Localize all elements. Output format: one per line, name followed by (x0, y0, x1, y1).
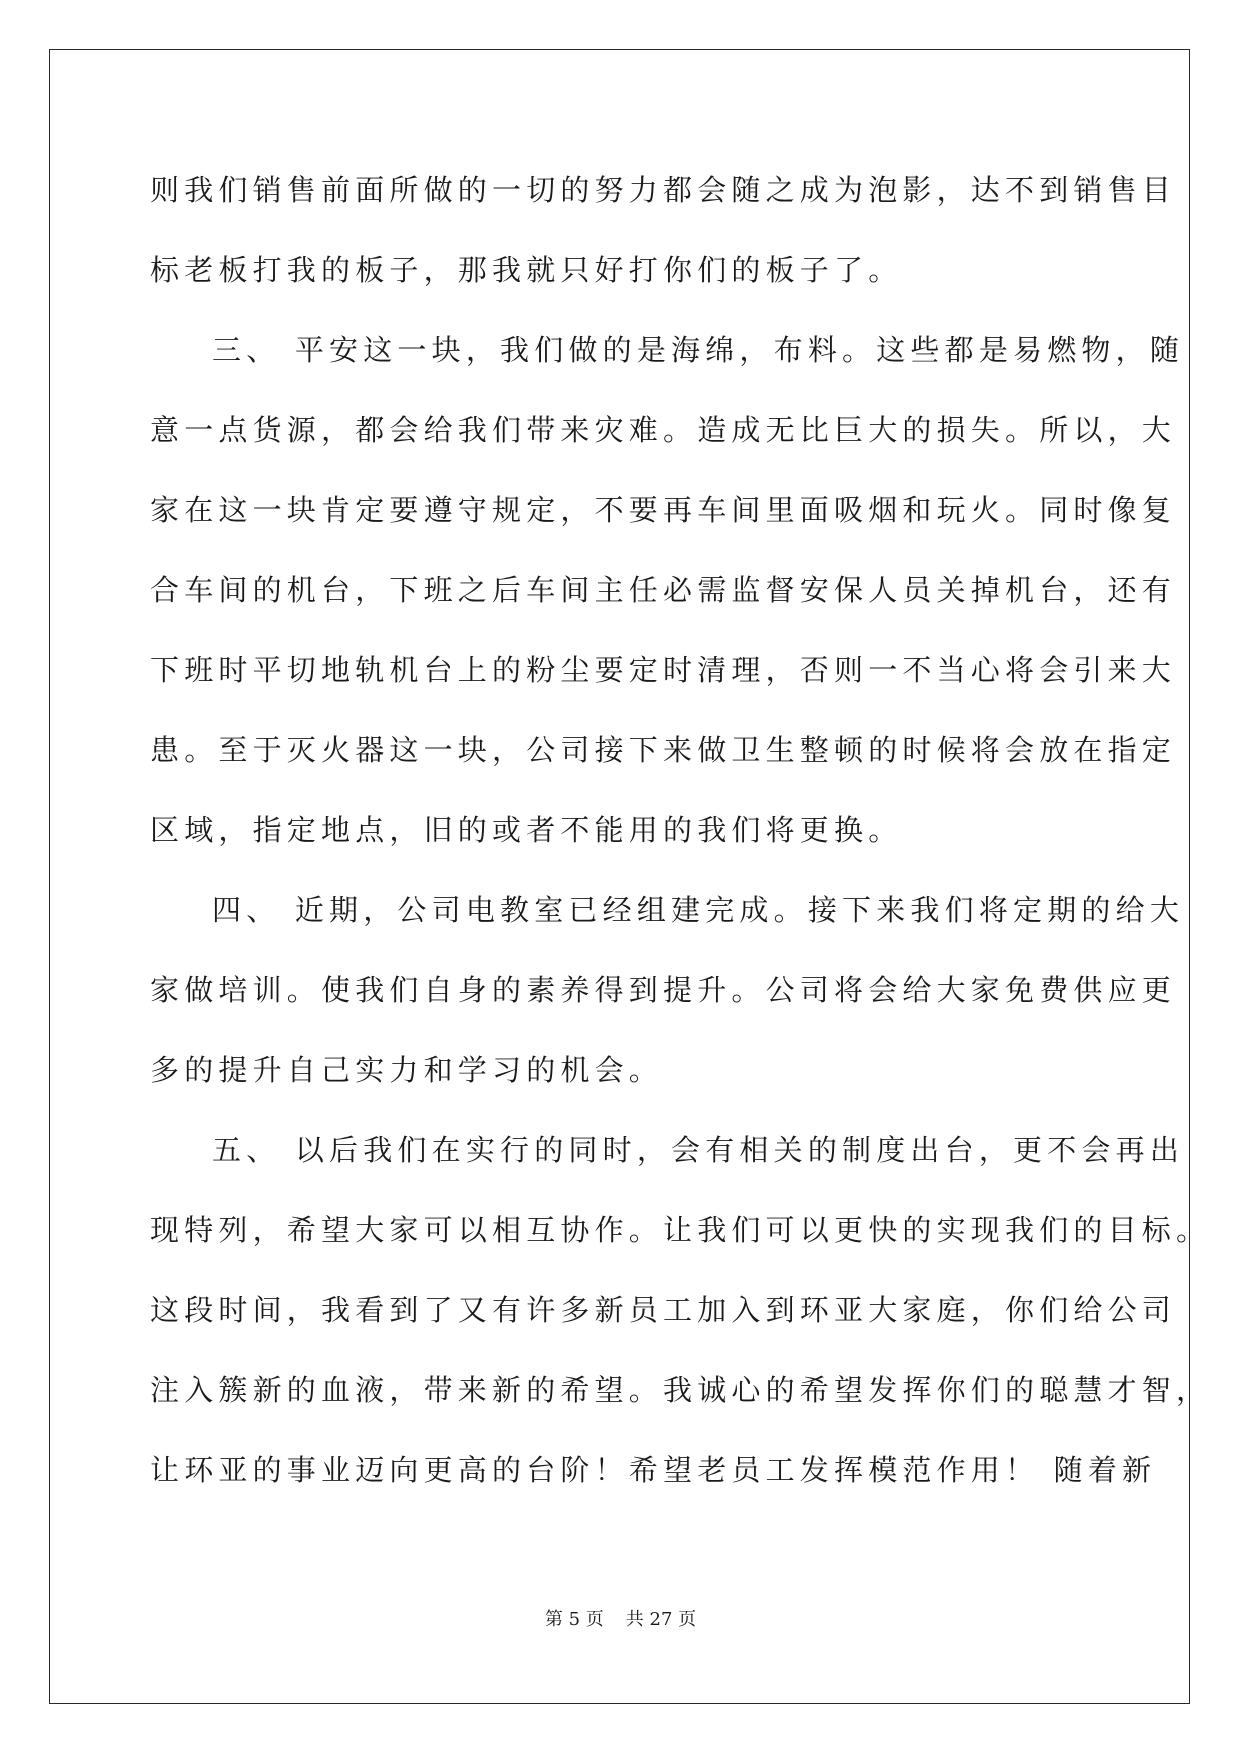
text-line-16: 注入簇新的血液，带来新的希望。我诚心的希望发挥你们的聪慧才智， (150, 1373, 1211, 1407)
text-line-10: 四、 近期，公司电教室已经组建完成。接下来我们将定期的给大 (212, 893, 1185, 927)
text-line-14: 现特列，希望大家可以相互协作。让我们可以更快的实现我们的目标。 (150, 1213, 1211, 1247)
text-line-9: 区域，指定地点，旧的或者不能用的我们将更换。 (150, 813, 903, 847)
page-total: 共 27 页 (625, 1609, 697, 1630)
page-footer (0, 1605, 1241, 1631)
text-line-6: 合车间的机台，下班之后车间主任必需监督安保人员关掉机台，还有 (150, 573, 1177, 607)
text-line-15: 这段时间，我看到了又有许多新员工加入到环亚大家庭，你们给公司 (150, 1293, 1177, 1327)
text-line-2: 标老板打我的板子，那我就只好打你们的板子了。 (150, 253, 903, 287)
text-line-17: 让环亚的事业迈向更高的台阶！希望老员工发挥模范作用！ 随着新 (150, 1453, 1157, 1487)
text-line-3: 三、 平安这一块，我们做的是海绵，布料。这些都是易燃物，随 (212, 333, 1185, 367)
text-line-13: 五、 以后我们在实行的同时，会有相关的制度出台，更不会再出 (212, 1133, 1185, 1167)
text-line-7: 下班时平切地轨机台上的粉尘要定时清理，否则一不当心将会引来大 (150, 653, 1177, 687)
text-line-11: 家做培训。使我们自身的素养得到提升。公司将会给大家免费供应更 (150, 973, 1177, 1007)
text-line-4: 意一点货源，都会给我们带来灾难。造成无比巨大的损失。所以，大 (150, 413, 1177, 447)
text-line-1: 则我们销售前面所做的一切的努力都会随之成为泡影，达不到销售目 (150, 173, 1177, 207)
text-line-5: 家在这一块肯定要遵守规定，不要再车间里面吸烟和玩火。同时像复 (150, 493, 1177, 527)
text-line-8: 患。至于灭火器这一块，公司接下来做卫生整顿的时候将会放在指定 (150, 733, 1177, 767)
document-body (150, 150, 1211, 1510)
text-line-12: 多的提升自己实力和学习的机会。 (150, 1053, 664, 1087)
page-number: 第 5 页 (544, 1609, 604, 1630)
